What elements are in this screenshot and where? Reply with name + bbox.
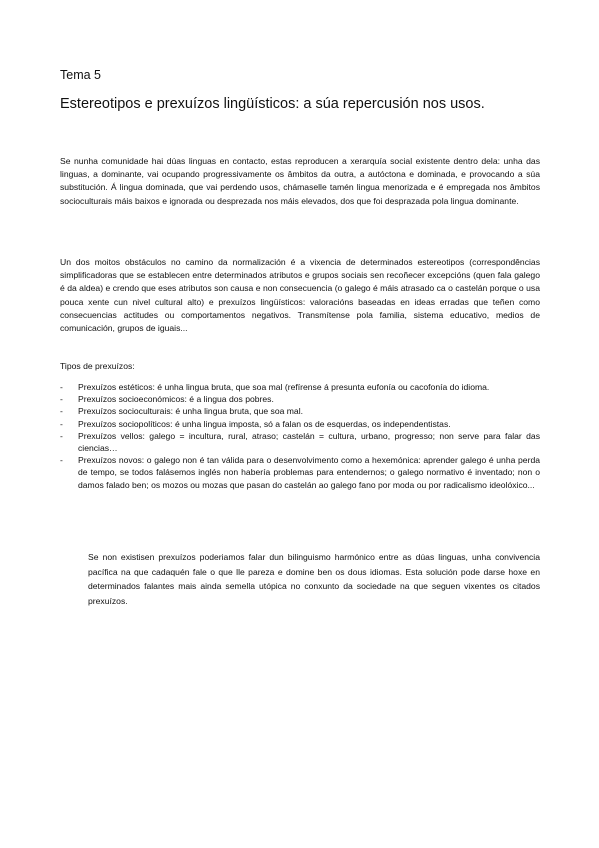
prejudice-types-list — [60, 381, 540, 491]
list-item-text: Prexuízos socioeconómicos: é a lingua dos pobres. — [78, 394, 274, 405]
types-heading: Tipos de prexuízos: — [60, 361, 135, 371]
bullet-dash: - — [60, 430, 63, 441]
conclusion-paragraph: Se non existisen prexuízos poderiamos falar dun bilinguismo harmónico entre as dúas linguas, unha convivencia pacífica na que cadaquén fale o que lle pareza e domine ben os dous idiomas. Esta solución pode darse hoxe en determinados falantes mais ainda semella utópica no conxunto da sociedade na que seguen vixentes os citados prexuízos. — [88, 552, 540, 606]
list-item-text: Prexuízos socioculturais: é unha lingua bruta, que soa mal. — [78, 406, 303, 417]
bullet-dash: - — [60, 418, 63, 429]
list-item — [60, 405, 540, 417]
obstacles-paragraph: Un dos moitos obstáculos no camino da normalización é a vixencia de determinados estereotipos (correspondências simplificadoras que se establecen entre determinados atributos e grupos sociais sen recoñecer excepcións (quen fala galego é da aldea) e crendo que eses atributos son causa e non consecuencia (o galego é máis atrasado ca o castelán porque o usa pouca xente cun nivel cultural alto) e prexuízos lingüísticos: valoracións baseadas en ideas erradas que teñen como consecuencias actitudes ou comportamentos negativos. Transmítense pola familia, sistema educativo, medios de comunicación, grupos de iguais... — [60, 257, 540, 334]
list-item — [60, 430, 540, 454]
intro-paragraph: Se nunha comunidade hai dúas linguas en contacto, estas reproducen a xerarquía social existente dentro dela: unha das linguas, a dominante, vai ocupando progressivamente os âmbitos da outra, a autóctona e dominada, e provocando a súa substitución. Á lingua dominada, que vai perdendo usos, chámaselle tamén lingua menorizada e é empregada nos âmbitos socioculturais máis baixos e ignorada ou desprezada nos máis elevados, dos que foi desprazada pola lingua dominante. — [60, 156, 540, 206]
list-item — [60, 381, 540, 393]
list-item-text: Prexuízos sociopolíticos: é unha lingua imposta, só a falan os de esquerdas, os independentistas. — [78, 418, 451, 429]
list-item — [60, 393, 540, 405]
list-item-text: Prexuízos estéticos: é unha lingua bruta, que soa mal (refírense á presunta eufonía ou cacofonía do idioma. — [78, 382, 490, 392]
document-title: Estereotipos e prexuízos lingüísticos: a súa repercusión nos usos. — [60, 96, 485, 112]
bullet-dash: - — [60, 455, 63, 466]
topic-label: Tema 5 — [60, 68, 101, 82]
list-item — [60, 418, 540, 430]
bullet-dash: - — [60, 382, 63, 392]
list-item-text: Prexuízos vellos: galego = incultura, rural, atraso; castelán = cultura, urbano, progresso; non serve para falar das ciencias… — [78, 430, 540, 454]
bullet-dash: - — [60, 394, 63, 405]
bullet-dash: - — [60, 406, 63, 417]
list-item — [60, 454, 540, 491]
list-item-text: Prexuízos novos: o galego non é tan válida para o desenvolvimento como a hexemónica: aprender galego é unha perda de tempo, se todos falásemos inglés non habería problemas para entendernos; o galego normativo é inventado; non o damos falado ben; os mozos ou mozas que pasan do castelán ao galego fano por moda ou por radicalismo ideolóxico... — [78, 455, 540, 490]
